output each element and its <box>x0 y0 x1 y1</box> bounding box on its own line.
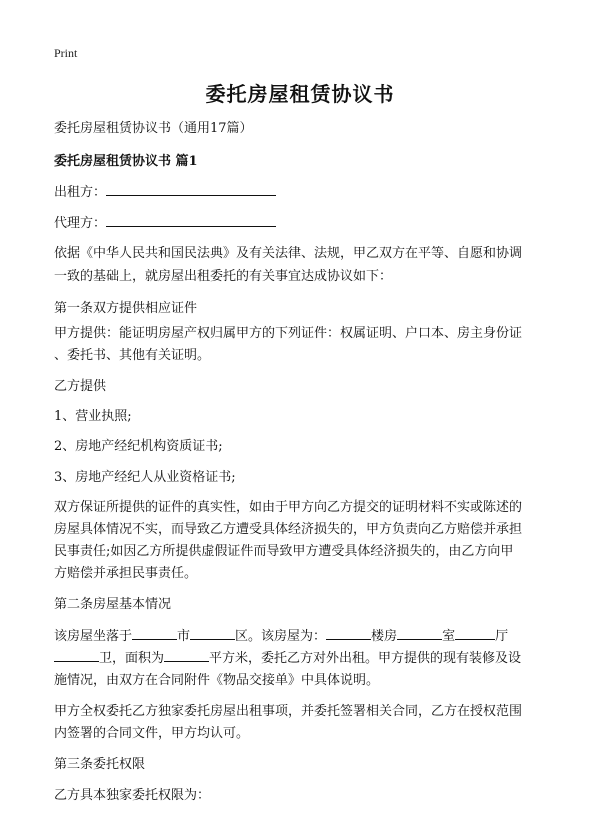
district-label: 区。该房屋为： <box>235 629 327 644</box>
document-title: 委托房屋租赁协议书 <box>205 82 395 106</box>
article2-heading: 第二条房屋基本情况 <box>54 597 172 612</box>
party-b-heading: 乙方提供 <box>54 379 107 394</box>
hall-label: 厅 <box>495 629 509 644</box>
article3-heading: 第三条委托权限 <box>54 757 146 772</box>
agent-line <box>54 212 550 235</box>
property-line-1 <box>54 625 550 648</box>
hall-blank <box>455 625 495 640</box>
document-subtitle: 委托房屋租赁协议书（通用17篇） <box>54 121 253 136</box>
authorization-line-1: 甲方全权委托乙方独家委托房屋出租事项，并委托签署相关合同，乙方在授权范围 <box>54 704 523 719</box>
section-title: 委托房屋租赁协议书 篇1 <box>54 154 198 169</box>
lessor-blank <box>106 181 276 196</box>
bath-area-label: 卫，面积为 <box>99 651 165 666</box>
property-location-label: 该房屋坐落于 <box>54 629 133 644</box>
intro-line-1: 依据《中华人民共和国民法典》及有关法律、法规，甲乙双方在平等、自愿和协调 <box>54 246 523 261</box>
area-unit-text: 平方米，委托乙方对外出租。甲方提供的现有装修及设 <box>209 651 522 666</box>
room-label: 室 <box>442 629 456 644</box>
article1-heading: 第一条双方提供相应证件 <box>54 301 198 316</box>
guarantee-line-2: 房屋具体情况不实，而导致乙方遭受具体经济损失的，甲方负责向乙方赔偿并承担 <box>54 522 523 537</box>
intro-line-2: 一致的基础上，就房屋出租委托的有关事宜达成协议如下： <box>54 269 393 284</box>
print-link[interactable]: Print <box>54 46 78 60</box>
property-line-3: 施情况，由双方在合同附件《物品交接单》中具体说明。 <box>54 673 380 688</box>
city-blank <box>132 625 177 640</box>
lessor-label: 出租方： <box>54 185 107 200</box>
article3-line-1: 乙方具本独家委托权限为： <box>54 788 211 803</box>
agent-label: 代理方： <box>54 216 107 231</box>
agent-blank <box>106 212 276 227</box>
list-item: 3、房地产经纪人从业资格证书; <box>54 470 236 485</box>
authorization-line-2: 内签署的合同文件，甲方均认可。 <box>54 726 250 741</box>
list-item: 2、房地产经纪机构资质证书; <box>54 439 223 454</box>
city-label: 市 <box>177 629 191 644</box>
area-blank <box>164 647 209 662</box>
party-a-line-2: 、委托书、其他有关证明。 <box>54 348 211 363</box>
guarantee-line-1: 双方保证所提供的证件的真实性，如由于甲方向乙方提交的证明材料不实或陈述的 <box>54 500 523 515</box>
party-a-line-1: 甲方提供：能证明房屋产权归属甲方的下列证件：权属证明、户口本、房主身份证 <box>54 326 523 341</box>
building-blank <box>326 625 371 640</box>
guarantee-line-4: 方赔偿并承担民事责任。 <box>54 566 198 581</box>
guarantee-line-3: 民事责任;如因乙方所提供虚假证件而导致甲方遭受具体经济损失的，由乙方向甲 <box>54 544 514 559</box>
property-line-2 <box>54 647 550 670</box>
district-blank <box>190 625 235 640</box>
bath-blank <box>54 647 99 662</box>
list-item: 1、营业执照; <box>54 409 132 424</box>
room-blank <box>397 625 442 640</box>
lessor-line <box>54 181 550 204</box>
building-label: 楼房 <box>371 629 398 644</box>
